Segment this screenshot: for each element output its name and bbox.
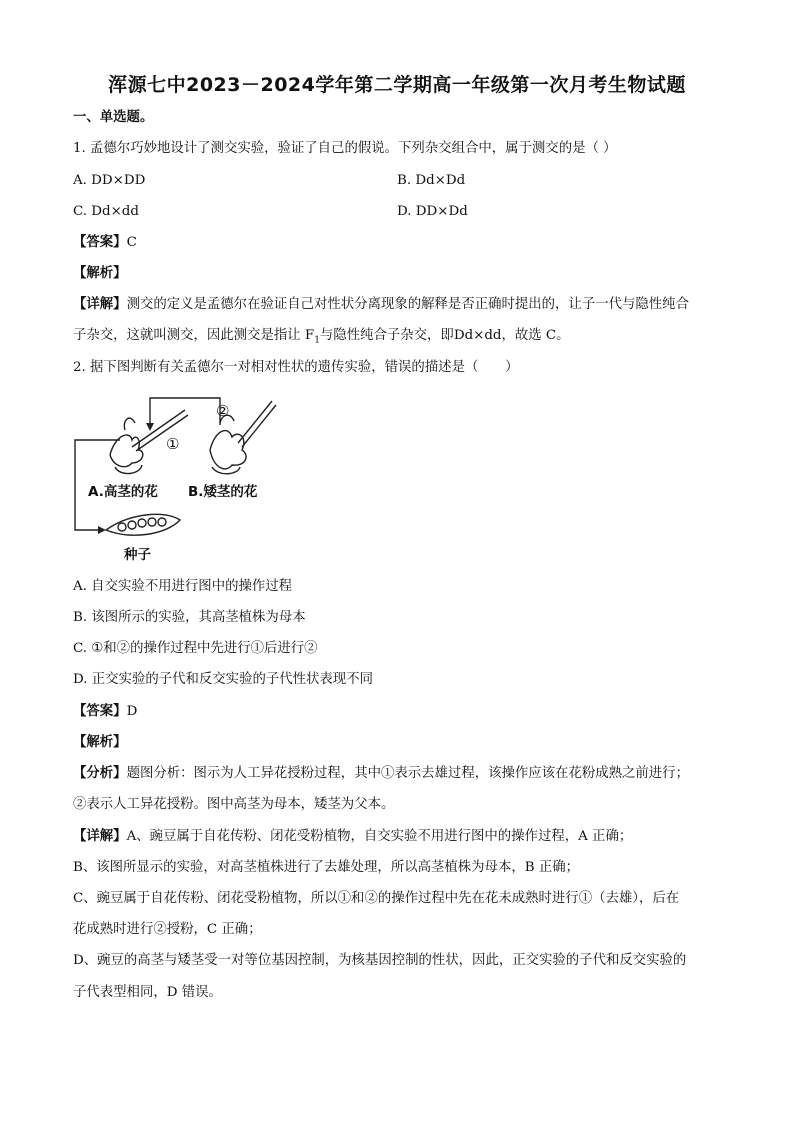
q1-option-a: A. DD×DD: [73, 173, 146, 188]
q2-detail-d2: 子代表型相同，D 错误。: [73, 985, 222, 1000]
label-tall-flower: A.高茎的花: [88, 484, 158, 500]
q2-option-b: B. 该图所示的实验，其高茎植株为母本: [73, 610, 306, 625]
q2-detail-b: B、该图所显示的实验，对高茎植株进行了去雄处理，所以高茎植株为母本，B 正确；: [73, 860, 579, 875]
q2-detail-c1: C、豌豆属于自花传粉、闭花受粉植物，所以①和②的操作过程中先在花未成熟时进行①（去雄），后在: [73, 891, 680, 906]
detail-text: A、豌豆属于自花传粉、闭花受粉植物，自交实验不用进行图中的操作过程，A 正确；: [126, 829, 633, 844]
page-title: 浑源七中2023－2024学年第二学期高一年级第一次月考生物试题: [108, 74, 686, 96]
q2-detail-a: [73, 827, 632, 847]
q1-analysis-tag: 【解析】: [73, 266, 127, 281]
detail-text: 子杂交，这就叫测交，因此测交是指让 F: [73, 328, 315, 343]
step-2-marker: ②: [216, 402, 230, 420]
q1-option-b: B. Dd×Dd: [397, 173, 466, 188]
label-seed: 种子: [124, 547, 151, 563]
q1-option-d: D. DD×Dd: [397, 204, 468, 219]
detail-tag: 【详解】: [73, 297, 127, 312]
section-heading: 一、单选题。: [73, 110, 154, 125]
answer-value: C: [126, 235, 137, 250]
pollination-figure: [70, 395, 300, 565]
q1-detail-line2: [73, 326, 570, 351]
q2-option-d: D. 正交实验的子代和反交实验的子代性状表现不同: [73, 672, 373, 687]
q1-stem: 1. 孟德尔巧妙地设计了测交实验，验证了自己的假说。下列杂交组合中，属于测交的是（ ）: [73, 141, 617, 156]
step-1-marker: ①: [166, 435, 180, 453]
answer-tag: 【答案】: [73, 235, 127, 250]
subscript: 1: [314, 335, 320, 346]
q2-analysis-line2: ②表示人工异花授粉。图中高茎为母本，矮茎为父本。: [73, 797, 395, 812]
detail-text: 与隐性纯合子杂交，即Dd×dd，故选 C。: [319, 328, 570, 343]
detail-tag: 【详解】: [73, 829, 127, 844]
q2-option-a: A. 自交实验不用进行图中的操作过程: [73, 579, 293, 594]
q2-answer: [73, 702, 137, 722]
analysis-head: 【分析】: [73, 766, 127, 781]
q2-detail-d1: D、豌豆的高茎与矮茎受一对等位基因控制，为核基因控制的性状，因此，正交实验的子代和反交实验的: [73, 953, 687, 968]
arrow-pollen-transfer: [150, 398, 220, 425]
q2-option-c: C. ①和②的操作过程中先进行①后进行②: [73, 641, 318, 656]
answer-value: D: [126, 704, 138, 719]
q1-option-c: C. Dd×dd: [73, 204, 139, 219]
q2-analysis-line1: [73, 764, 689, 784]
analysis-text: 题图分析：图示为人工异花授粉过程，其中①表示去雄过程，该操作应该在花粉成熟之前进行；: [126, 766, 689, 781]
q2-stem: 2. 据下图判断有关孟德尔一对相对性状的遗传实验，错误的描述是（ ）: [73, 360, 519, 375]
q2-analysis-tag: 【解析】: [73, 735, 127, 750]
label-short-flower: B.矮茎的花: [188, 484, 258, 500]
answer-tag: 【答案】: [73, 704, 127, 719]
q1-answer: [73, 233, 137, 253]
q2-detail-c2: 花成熟时进行②授粉，C 正确；: [73, 922, 262, 937]
detail-text: 测交的定义是孟德尔在验证自己对性状分离现象的解释是否正确时提出的，让子一代与隐性纯合: [126, 297, 689, 312]
q1-detail-line1: [73, 295, 689, 315]
